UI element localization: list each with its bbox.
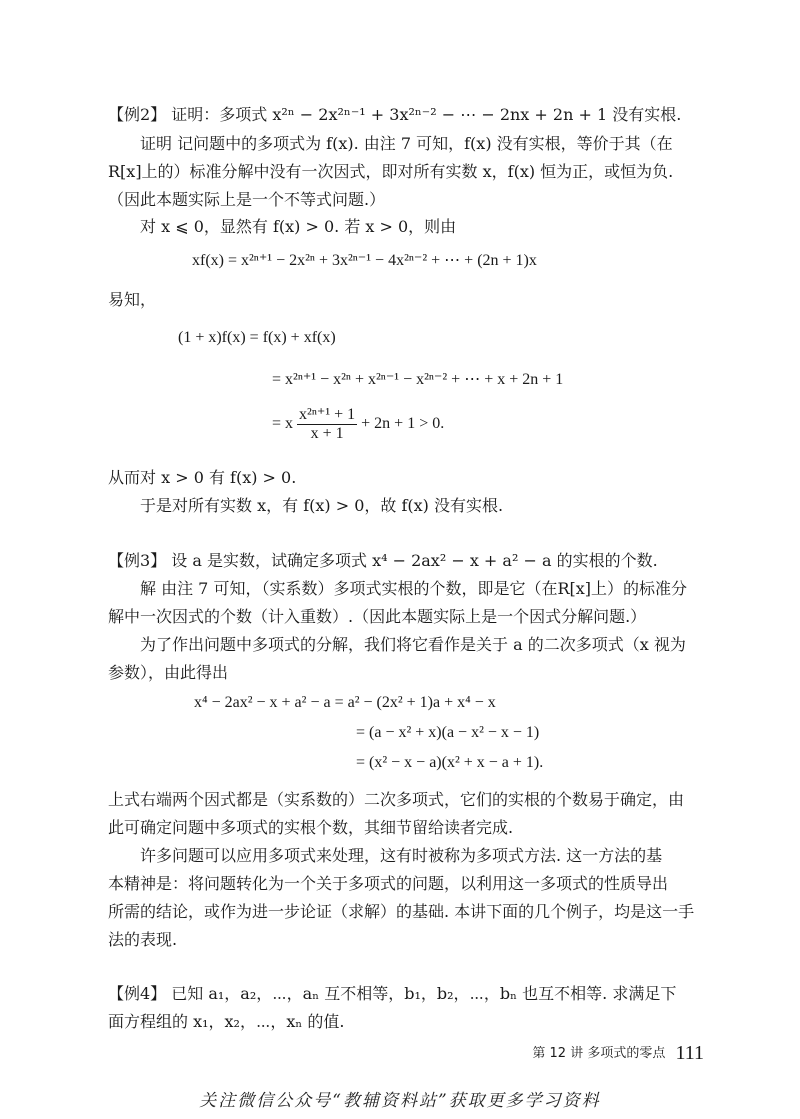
solution-line-6: 此可确定问题中多项式的实根个数，其细节留给读者完成. <box>108 818 514 837</box>
solution-line-4: 参数），由此得出 <box>108 663 229 682</box>
page-number: 111 <box>675 1042 704 1064</box>
chapter-label: 第 12 讲 多项式的零点 <box>532 1046 666 1061</box>
proof-line-3: （因此本题实际上是一个不等式问题.） <box>108 190 386 209</box>
equation-3: = x²ⁿ⁺¹ − x²ⁿ + x²ⁿ⁻¹ − x²ⁿ⁻² + ⋯ + x + 2n + 1 <box>272 371 564 388</box>
easy-to-know: 易知， <box>108 290 157 309</box>
example-2-title: 【例2】 证明：多项式 x²ⁿ − 2x²ⁿ⁻¹ + 3x²ⁿ⁻² − ⋯ − 2nx + 2n + 1 没有实根. <box>108 105 682 124</box>
paragraph-line-4: 法的表现. <box>108 930 178 949</box>
proof-line-5: 从而对 x > 0 有 f(x) > 0. <box>108 468 297 487</box>
fraction-numerator: x²ⁿ⁺¹ + 1 <box>299 406 356 423</box>
proof-line-1: 证明 记问题中的多项式为 f(x). 由注 7 可知，f(x) 没有实根，等价于其（在 <box>140 134 673 153</box>
paragraph-line-3: 所需的结论，或作为进一步论证（求解）的基础. 本讲下面的几个例子，均是这一手 <box>108 902 695 921</box>
equation-1: xf(x) = x²ⁿ⁺¹ − 2x²ⁿ + 3x²ⁿ⁻¹ − 4x²ⁿ⁻² + ⋯ + (2n + 1)x <box>192 252 537 269</box>
equation-5: x⁴ − 2ax² − x + a² − a = a² − (2x² + 1)a + x⁴ − x <box>194 694 496 711</box>
equation-4-prefix: = x <box>272 415 294 433</box>
paragraph-line-1: 许多问题可以应用多项式来处理，这有时被称为多项式方法. 这一方法的基 <box>140 846 663 865</box>
solution-line-5: 上式右端两个因式都是（实系数的）二次多项式，它们的实根的个数易于确定，由 <box>108 790 685 809</box>
equation-6: = (a − x² + x)(a − x² − x − 1) <box>356 724 540 741</box>
fraction-denominator: x + 1 <box>310 425 344 442</box>
equation-4-fraction <box>297 406 357 443</box>
equation-4-suffix: + 2n + 1 > 0. <box>361 415 445 433</box>
example-4-line-2: 面方程组的 x₁，x₂，⋯，xₙ 的值. <box>108 1012 345 1031</box>
example-3-title: 【例3】 设 a 是实数，试确定多项式 x⁴ − 2ax² − x + a² − a 的实根的个数. <box>108 551 658 570</box>
equation-7: = (x² − x − a)(x² + x − a + 1). <box>356 754 544 771</box>
equation-4 <box>272 406 444 443</box>
solution-line-2: 解中一次因式的个数（计入重数）.（因此本题实际上是一个因式分解问题.） <box>108 607 647 626</box>
solution-line-1: 解 由注 7 可知，（实系数）多项式实根的个数，即是它（在R[x]上）的标准分 <box>140 579 687 598</box>
proof-line-4: 对 x ⩽ 0，显然有 f(x) > 0. 若 x > 0，则由 <box>140 217 457 236</box>
solution-line-3: 为了作出问题中多项式的分解，我们将它看作是关于 a 的二次多项式（x 视为 <box>140 635 686 654</box>
example-4-title: 【例4】 已知 a₁，a₂，⋯，aₙ 互不相等，b₁，b₂，⋯，bₙ 也互不相等. 求满足下 <box>108 984 677 1003</box>
proof-line-2: R[x]上的）标准分解中没有一次因式，即对所有实数 x，f(x) 恒为正，或恒为负. <box>108 162 674 181</box>
proof-line-6: 于是对所有实数 x，有 f(x) > 0，故 f(x) 没有实根. <box>140 496 504 515</box>
paragraph-line-2: 本精神是：将问题转化为一个关于多项式的问题，以利用这一多项式的性质导出 <box>108 874 669 893</box>
page-footer <box>532 1042 704 1065</box>
watermark-text: 关注微信公众号“教辅资料站”获取更多学习资料 <box>199 1091 601 1111</box>
equation-2: (1 + x)f(x) = f(x) + xf(x) <box>178 329 336 346</box>
